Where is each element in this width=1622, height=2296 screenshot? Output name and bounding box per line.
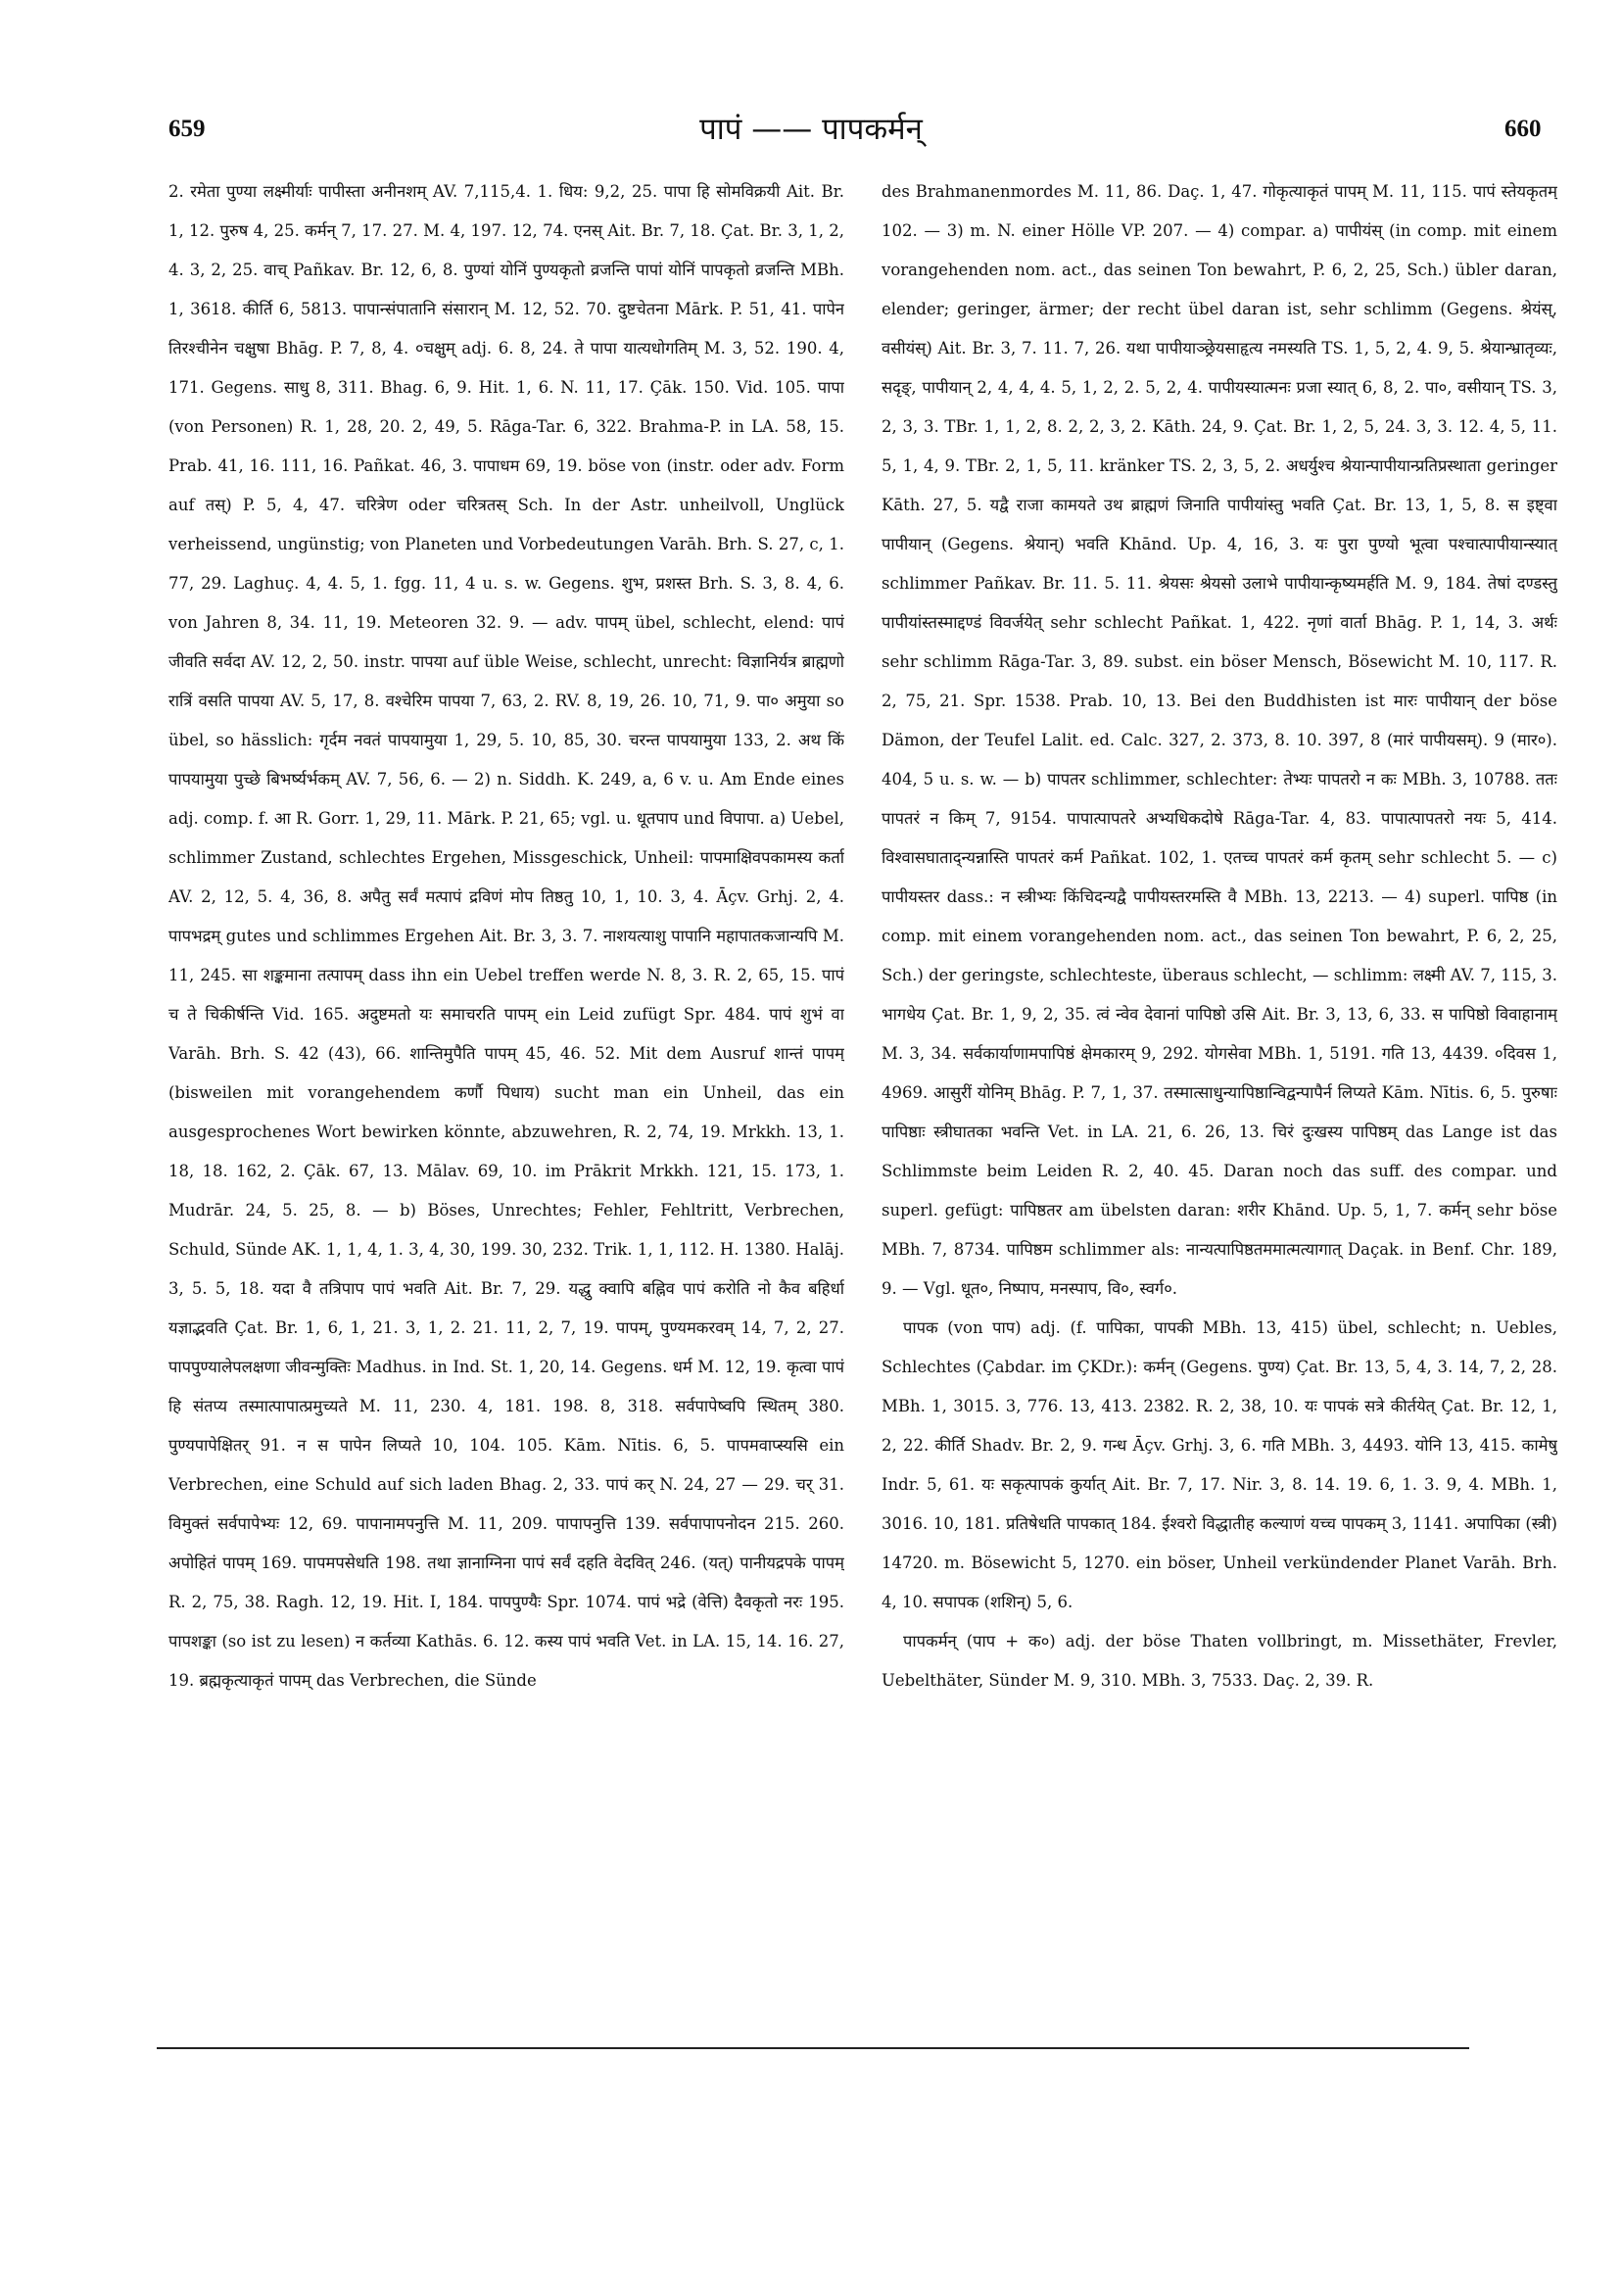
left-column-text: 2. रमेता पुण्या लक्ष्मीर्याः पापीस्ता अनीनशम् AV. 7,115,4. 1. धिय: 9,2, 25. पापा हि सोमविक्रयी Ait. Br. 1, 12. पुरुष 4, 25. कर्मन् 7, 17. 27. M. 4, 197. 12, 74. एनस् Ait. Br. 7, 18. Çat. Br. 3, 1, 2, 4. 3, 2, 25. वाच् Pañkav. Br. 12, 6, 8. पुण्यां योनिं पुण्यकृतो व्रजन्ति पापां योनिं पापकृतो व्रजन्ति MBh. 1, 3618. कीर्ति 6, 5813. पापान्संपातानि संसारान् M. 12, 52. 70. दुष्टचेतना Mārk. P. 51, 41. पापेन तिरश्चीनेन चक्षुषा Bhāg. P. 7, 8, 4. ०चक्षुम् adj. 6. 8, 24. ते पापा यात्यधोगतिम् M. 3, 52. 190. 4, 171. Gegens. साधु 8, 311. Bhag. 6, 9. Hit. 1, 6. N. 11, 17. Çāk. 150. Vid. 105. पापा (von Personen) R. 1, 28, 20. 2, 49, 5. Rāga-Tar. 6, 322. Brahma-P. in LA. 58, 15. Prab. 41, 16. 111, 16. Pañkat. 46, 3. पापाधम 69, 19. böse von (instr. oder adv. Form auf तस्) P. 5, 4, 47. चरित्रेण oder चरित्रतस् Sch. In der Astr. unheilvoll, Unglück verheissend, ungünstig; von Planeten und Vorbedeutungen Varāh. Brh. S. 27, c, 1. 77, 29. Laghuç. 4, 4. 5, 1. fgg. 11, 4 u. s. w. Gegens. शुभ, प्रशस्त Brh. S. 3, 8. 4, 6. von Jahren 8, 34. 11, 19. Meteoren 32. 9. — adv. पापम् übel, schlecht, elend: पापं जीवति सर्वदा AV. 12, 2, 50. instr. पापया auf üble Weise, schlecht, unrecht: विज्ञानिर्यत्र ब्राह्मणो रात्रिं वसति पापया AV. 5, 17, 8. वश्चेरिम पापया 7, 63, 2. RV. 8, 19, 26. 10, 71, 9. पा० अमुया so übel, so hässlich: गृर्दम नवतं पापयामुया 1, 29, 5. 10, 85, 30. चरन्त पापयामुया 133, 2. अथ किं पापयामुया पुच्छे बिभर्ष्यर्भकम् AV. 7, 56, 6. — 2) n. Siddh. K. 249, a, 6 v. u. Am Ende eines adj. comp. f. आ R. Gorr. 1, 29, 11. Mārk. P. 21, 65; vgl. u. धूतपाप und विपापा. a) Uebel, schlimmer Zustand, schlechtes Ergehen, Missgeschick, Unheil: पापमाक्षिवपकामस्य कर्ता AV. 2, 12, 5. 4, 36, 8. अपैतु सर्वं मत्पापं द्रविणं मोप तिष्ठतु 10, 1, 10. 3, 4. Āçv. Grhj. 2, 4. पापभद्रम् gutes und schlimmes Ergehen Ait. Br. 3, 3. 7. नाशयत्याशु पापानि महापातकजान्यपि M. 11, 245. सा शङ्कमाना तत्पापम् dass ihn ein Uebel treffen werde N. 8, 3. R. 2, 65, 15. पापं च ते चिकीर्षन्ति Vid. 165. अदुष्टमतो यः समाचरति पापम् ein Leid zufügt Spr. 484. पापं शुभं वा Varāh. Brh. S. 42 (43), 66. शान्तिमुपैति पापम् 45, 46. 52. Mit dem Ausruf शान्तं पापम् (bisweilen mit vorangehendem कर्णौ पिधाय) sucht man ein Unheil, das ein ausgesprochenes Wort bewirken könnte, abzuwehren, R. 2, 74, 19. Mrkkh. 13, 1. 18, 18. 162, 2. Çāk. 67, 13. Mālav. 69, 10. im Prākrit Mrkkh. 121, 15. 173, 1. Mudrār. 24, 5. 25, 8. — b) Böses, Unrechtes; Fehler, Fehltritt, Verbrechen, Schuld, Sünde AK. 1, 1, 4, 1. 3, 4, 30, 199. 30, 232. Trik. 1, 1, 112. H. 1380. Halāj. 3, 5. 5, 18. यदा वै तत्रिपाप पापं भवति Ait. Br. 7, 29. यद्धु क्वापि बह्निव पापं करोति नो कैव बहिर्धा यज्ञाद्भवति Çat. Br. 1, 6, 1, 21. 3, 1, 2. 21. 11, 2, 7, 19. पापम्, पुण्यमकरवम् 14, 7, 2, 27. पापपुण्यालेपलक्षणा जीवन्मुक्तिः Madhus. in Ind. St. 1, 20, 14. Gegens. धर्म M. 12, 19. कृत्वा पापं हि संतप्य तस्मात्पापात्प्रमुच्यते M. 11, 230. 4, 181. 198. 8, 318. सर्वपापेष्वपि स्थितम् 380. पुण्यपापेक्षितर् 91. न स पापेन लिप्यते 10, 104. 105. Kām. Nītis. 6, 5. पापमवाप्स्यसि ein Verbrechen, eine Schuld auf sich laden Bhag. 2, 33. पापं कर् N. 24, 27 — 29. चर् 31. विमुक्तं सर्वपापेभ्यः 12, 69. पापानामपनुत्ति M. 11, 209. पापापनुत्ति 139. सर्वपापापनोदन 215. 260. अपोहितं पापम् 169. पापमपसेधति 198. तथा ज्ञानाग्निना पापं सर्वं दहति वेदवित् 246. (यत्) पानीयद्रपके पापम् R. 2, 75, 38. Ragh. 12, 19. Hit. I, 184. पापपुण्यैः Spr. 1074. पापं भद्रे (वेत्ति) दैवकृतो नरः 195. पापशङ्का (so ist zu lesen) न कर्तव्या Kathās. 6. 12. कस्य पापं भवति Vet. in LA. 15, 14. 16. 27, 19. ब्रह्मकृत्याकृतं पापम् das Verbrechen, die Sünde <box>168 182 844 1690</box>
left-column <box>168 172 844 1877</box>
bottom-rule <box>157 2047 1469 2049</box>
entry-papaka: पापक (von पाप) adj. (f. पापिका, पापकी MBh. 13, 415) übel, schlecht; n. Uebles, Schlechtes (Çabdar. im ÇKDr.): कर्मन् (Gegens. पुण्य) Çat. Br. 13, 5, 4, 3. 14, 7, 2, 28. MBh. 1, 3015. 3, 776. 13, 413. 2382. R. 2, 38, 10. यः पापकं सत्रे कीर्तयेत् Çat. Br. 12, 1, 2, 22. कीर्ति Shadv. Br. 2, 9. गन्ध Āçv. Grhj. 3, 6. गति MBh. 3, 4493. योनि 13, 415. कामेषु Indr. 5, 61. यः सकृत्पापकं कुर्यात् Ait. Br. 7, 17. Nir. 3, 8. 14. 19. 6, 1. 3. 9, 4. MBh. 1, 3016. 10, 181. प्रतिषेधति पापकात् 184. ईश्वरो विद्धातीह कल्याणं यच्च पापकम् 3, 1141. अपापिका (स्त्री) 14720. m. Bösewicht 5, 1270. ein böser, Unheil verkündender Planet Varāh. Brh. 4, 10. सपापक (शशिन्) 5, 6. <box>882 1318 1557 1611</box>
right-column <box>882 172 1557 1877</box>
page-number-left: 659 <box>168 116 206 142</box>
entry-papakarman: पापकर्मन् (पाप + क०) adj. der böse Thaten vollbringt, m. Missethäter, Frevler, Uebelthäter, Sünder M. 9, 310. MBh. 3, 7533. Daç. 2, 39. R. <box>882 1632 1557 1690</box>
entry-papam-continued: des Brahmanenmordes M. 11, 86. Daç. 1, 47. गोकृत्याकृतं पापम् M. 11, 115. पापं स्तेयकृतम् 102. — 3) m. N. einer Hölle VP. 207. — 4) compar. a) पापीयंस् (in comp. mit einem vorangehenden nom. act., das seinen Ton bewahrt, P. 6, 2, 25, Sch.) übler daran, elender; geringer, ärmer; der recht übel daran ist, sehr schlimm (Gegens. श्रेयंस्, वसीयंस्) Ait. Br. 3, 7. 11. 7, 26. यथा पापीयाञ्छ्रेयसाहृत्य नमस्यति TS. 1, 5, 2, 4. 9, 5. श्रेयान्भ्रातृव्यः, सदृङ्, पापीयान् 2, 4, 4, 4. 5, 1, 2, 2. 5, 2, 4. पापीयस्यात्मनः प्रजा स्यात् 6, 8, 2. पा०, वसीयान् TS. 3, 2, 3, 3. TBr. 1, 1, 2, 8. 2, 2, 3, 2. Kāth. 24, 9. Çat. Br. 1, 2, 5, 24. 3, 3. 12. 4, 5, 11. 5, 1, 4, 9. TBr. 2, 1, 5, 11. kränker TS. 2, 3, 5, 2. अधर्युश्च श्रेयान्पापीयान्प्रतिप्रस्थाता geringer Kāth. 27, 5. यद्वै राजा कामयते उथ ब्राह्मणं जिनाति पापीयांस्तु भवति Çat. Br. 13, 1, 5, 8. स इष्ट्वा पापीयान् (Gegens. श्रेयान्) भवति Khānd. Up. 4, 16, 3. यः पुरा पुण्यो भूत्वा पश्चात्पापीयान्स्यात् schlimmer Pañkav. Br. 11. 5. 11. श्रेयसः श्रेयसो उलाभे पापीयान्कृष्यमर्हति M. 9, 184. तेषां दण्डस्तु पापीयांस्तस्माद्दण्डं विवर्जयेत् sehr schlecht Pañkat. 1, 422. नृणां वार्ता Bhāg. P. 1, 14, 3. अर्थः sehr schlimm Rāga-Tar. 3, 89. subst. ein böser Mensch, Bösewicht M. 10, 117. R. 2, 75, 21. Spr. 1538. Prab. 10, 13. Bei den Buddhisten ist मारः पापीयान् der böse Dämon, der Teufel Lalit. ed. Calc. 327, 2. 373, 8. 10. 397, 8 (मारं पापीयसम्). 9 (मार०). 404, 5 u. s. w. — b) पापतर schlimmer, schlechter: तेभ्यः पापतरो न कः MBh. 3, 10788. ततः पापतरं न किम् 7, 9154. पापात्पापतरे अभ्यधिकदोषे Rāga-Tar. 4, 83. पापात्पापतरो नयः 5, 414. विश्वासघाताद्न्यन्नास्ति पापतरं कर्म Pañkat. 102, 1. एतच्च पापतरं कर्म कृतम् sehr schlecht 5. — c) पापीयस्तर dass.: न स्त्रीभ्यः किंचिदन्यद्वै पापीयस्तरमस्ति वै MBh. 13, 2213. — 4) superl. पापिष्ठ (in comp. mit einem vorangehenden nom. act., das seinen Ton bewahrt, P. 6, 2, 25, Sch.) der geringste, schlechteste, überaus schlecht, — schlimm: लक्ष्मी AV. 7, 115, 3. भागधेय Çat. Br. 1, 9, 2, 35. त्वं न्वेव देवानां पापिष्ठो उसि Ait. Br. 3, 13, 6, 33. स पापिष्ठो विवाहानाम् M. 3, 34. सर्वकार्याणामपापिष्ठं क्षेमकारम् 9, 292. योगसेवा MBh. 1, 5191. गति 13, 4439. ०दिवस 1, 4969. आसुरीं योनिम् Bhāg. P. 7, 1, 37. तस्मात्साधुन्यापिष्ठान्विद्वन्पापैर्न लिप्यते Kām. Nītis. 6, 5. पुरुषाः पापिष्ठाः स्त्रीघातका भवन्ति Vet. in LA. 21, 6. 26, 13. चिरं दुःखस्य पापिष्ठम् das Lange ist das Schlimmste beim Leiden R. 2, 40. 45. Daran noch das suff. des compar. und superl. gefügt: पापिष्ठतर am übelsten daran: शरीर Khānd. Up. 5, 1, 7. कर्मन् sehr böse MBh. 7, 8734. पापिष्ठम schlimmer als: नान्यत्पापिष्ठतममात्मत्यागात् Daçak. in Benf. Chr. 189, 9. — Vgl. धूत०, निष्पाप, मनस्पाप, वि०, स्वर्ग०. <box>882 182 1557 1298</box>
page-number-right: 660 <box>1504 116 1542 142</box>
running-title: पापं —— पापकर्मन् <box>699 112 923 147</box>
